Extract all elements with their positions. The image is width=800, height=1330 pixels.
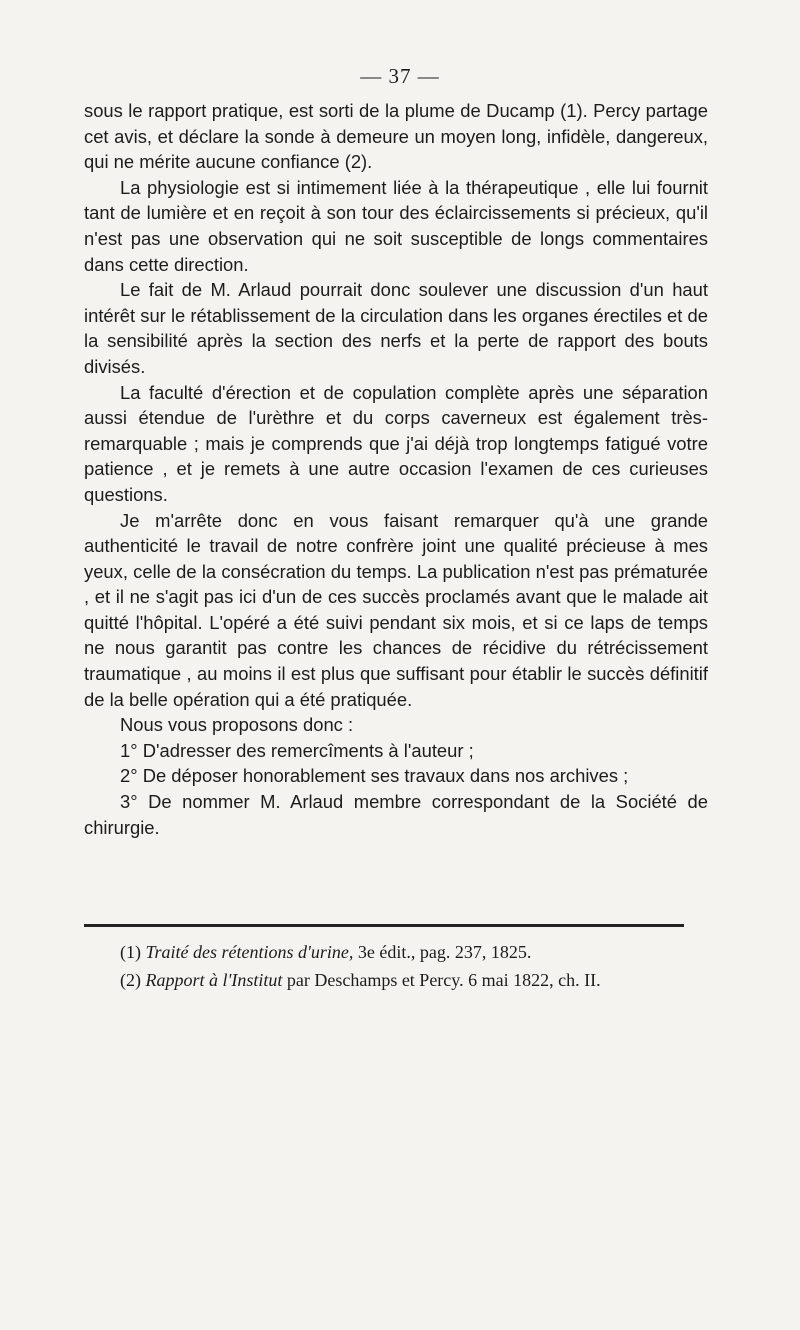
footnote <box>120 966 720 994</box>
footnote-details: par Deschamps et Percy. 6 mai 1822, ch. II. <box>282 970 601 990</box>
paragraph: Le fait de M. Arlaud pourrait donc soulever une discussion d'un haut intérêt sur le rétablissement de la circulation dans les organes érectiles et de la sensibilité après la section des nerfs et la perte de rapport des bouts divisés. <box>84 279 708 377</box>
footnote-title: Traité des rétentions d'urine, <box>145 942 354 962</box>
list-item: 2° De déposer honorablement ses travaux dans nos archives ; <box>120 765 629 787</box>
list-item: 3° De nommer M. Arlaud membre correspondant de la Société de chirurgie. <box>84 791 708 838</box>
paragraph: La physiologie est si intimement liée à la thérapeutique , elle lui fournit tant de lumière et en reçoit à son tour des éclaircissements si précieux, qu'il n'est pas une observation qui ne soit susceptible de longs commentaires dans cette direction. <box>84 176 708 275</box>
paragraph: La faculté d'érection et de copulation complète après une séparation aussi étendue de l'urèthre et du corps caverneux est également très-remarquable ; mais je comprends que j'ai déjà trop longtemps fatigué votre patience , et je remets à une autre occasion l'examen de ces curieuses questions. <box>84 381 708 505</box>
body-text <box>84 98 708 840</box>
footnote-divider <box>84 924 684 927</box>
footnote-title: Rapport à l'Institut <box>145 970 283 990</box>
page-number: — 37 — <box>360 64 440 88</box>
footnote-marker: (2) <box>120 970 141 990</box>
list-item: 1° D'adresser des remercîments à l'auteur ; <box>120 739 474 761</box>
paragraph: Nous vous proposons donc : <box>120 714 354 736</box>
footnote-details: 3e édit., pag. 237, 1825. <box>353 942 532 962</box>
paragraph: Je m'arrête donc en vous faisant remarquer qu'à une grande authenticité le travail de notre confrère joint une qualité précieuse à mes yeux, celle de la consécration du temps. La publication n'est pas prématurée , et il ne s'agit pas ici d'un de ces succès proclamés avant que le malade ait quitté l'hôpital. L'opéré a été suivi pendant six mois, et si ce laps de temps ne nous garantit pas contre les chances de récidive du rétrécissement traumatique , au moins il est plus que suffisant pour établir le succès définitif de la belle opération qui a été pratiquée. <box>84 509 708 710</box>
footnotes <box>120 938 720 994</box>
paragraph: sous le rapport pratique, est sorti de la plume de Ducamp (1). Percy partage cet avis, et déclare la sonde à demeure un moyen long, infidèle, dangereux, qui ne mérite aucune confiance (2). <box>84 100 708 173</box>
footnote-marker: (1) <box>120 942 141 962</box>
footnote <box>120 938 720 966</box>
